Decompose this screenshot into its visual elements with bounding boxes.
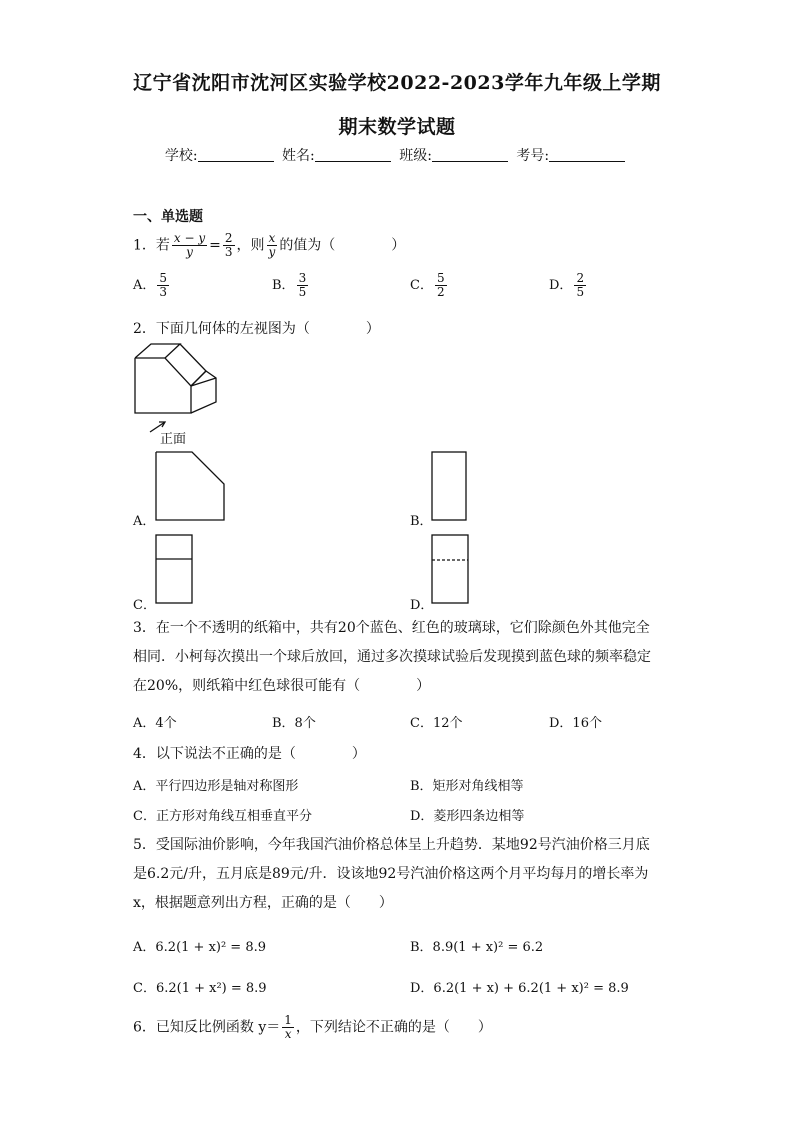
q5-option-a[interactable]: A．6.2(1 + x)² = 8.9 [133, 940, 267, 955]
front-label: 正面 [160, 432, 187, 447]
q1-fraction-2: $\frac{2}{3}$ [224, 231, 233, 259]
question-1 [133, 232, 405, 259]
q5-line-2: 是6.2元/升，五月底是89元/升．设该地92号汽油价格这两个月平均每月的增长率为 [133, 866, 649, 882]
q5-option-c[interactable]: C．6.2(1 + x²) = 8.9 [133, 981, 267, 996]
section-heading: 一、单选题 [133, 209, 203, 225]
q2-option-b-label[interactable]: B． [410, 514, 433, 529]
question-4: 4．以下说法不正确的是（ ） [133, 746, 366, 762]
q1-option-d[interactable]: D． $\frac{2}{5}$ [549, 271, 585, 299]
school-blank[interactable] [198, 147, 274, 162]
q4-option-a[interactable]: A．平行四边形是轴对称图形 [133, 779, 299, 794]
q1-fraction-3: $\frac{x}{y}$ [268, 231, 276, 259]
q6-prefix: 6．已知反比例函数 y＝ [133, 1019, 281, 1036]
q1-mid: ，则 [236, 237, 265, 254]
q3-line-1: 3．在一个不透明的纸箱中，共有20个蓝色、红色的玻璃球，它们除颜色外其他完全 [133, 620, 650, 636]
exam-number-label: 考号: [516, 148, 550, 164]
q2-option-d-figure[interactable] [430, 533, 472, 605]
q3-line-2: 相同．小柯每次摸出一个球后放回，通过多次摸球试验后发现摸到蓝色球的频率稳定 [133, 649, 651, 665]
class-blank[interactable] [432, 147, 508, 162]
q4-option-c[interactable]: C．正方形对角线互相垂直平分 [133, 809, 312, 824]
q3-option-d[interactable]: D．16个 [549, 716, 602, 731]
school-label: 学校: [164, 148, 198, 164]
question-5 [133, 831, 663, 918]
q3-option-c[interactable]: C．12个 [410, 716, 463, 731]
name-blank[interactable] [315, 147, 391, 162]
q1-suffix: 的值为（ ） [279, 237, 406, 254]
title-line-1: 辽宁省沈阳市沈河区实验学校2022-2023学年九年级上学期 [133, 72, 661, 94]
q6-fraction: $\frac{1}{x}$ [284, 1013, 292, 1041]
q2-option-c-figure[interactable] [154, 533, 196, 605]
q2-option-d-label[interactable]: D． [410, 598, 434, 613]
q3-option-a[interactable]: A．4个 [133, 716, 177, 731]
question-3 [133, 614, 663, 701]
q1-fraction-1: $\frac{x - y}{y}$ [173, 231, 206, 259]
q3-option-b[interactable]: B．8个 [272, 716, 316, 731]
q5-option-d[interactable]: D．6.2(1 + x) + 6.2(1 + x)² = 8.9 [410, 981, 629, 996]
q1-option-a[interactable]: A． $\frac{5}{3}$ [133, 271, 168, 299]
q4-option-b[interactable]: B．矩形对角线相等 [410, 779, 524, 794]
q4-option-d[interactable]: D．菱形四条边相等 [410, 809, 525, 824]
q5-line-3: x，根据题意列出方程，正确的是（ ） [133, 895, 393, 911]
q2-option-a-label[interactable]: A． [133, 514, 156, 529]
q1-option-b[interactable]: B． $\frac{3}{5}$ [272, 271, 307, 299]
title-line-2: 期末数学试题 [338, 116, 456, 138]
q5-option-b[interactable]: B．8.9(1 + x)² = 6.2 [410, 940, 544, 955]
q1-prefix: 1．若 [133, 237, 170, 254]
class-label: 班级: [399, 148, 432, 164]
question-2: 2．下面几何体的左视图为（ ） [133, 321, 380, 337]
student-info-row [0, 145, 794, 165]
q3-line-3: 在20%，则纸箱中红色球很可能有（ ） [133, 678, 431, 694]
q2-option-c-label[interactable]: C． [133, 598, 156, 613]
question-6 [133, 1014, 492, 1041]
q6-suffix: ，下列结论不正确的是（ ） [295, 1019, 492, 1036]
q5-line-1: 5．受国际油价影响，今年我国汽油价格总体呈上升趋势．某地92号汽油价格三月底 [133, 837, 650, 853]
q2-option-a-figure[interactable] [154, 450, 228, 522]
exam-number-blank[interactable] [549, 147, 625, 162]
q2-option-b-figure[interactable] [430, 450, 470, 522]
q1-equals: = [209, 237, 221, 254]
q1-option-c[interactable]: C． $\frac{5}{2}$ [410, 271, 445, 299]
name-label: 姓名: [282, 148, 315, 164]
